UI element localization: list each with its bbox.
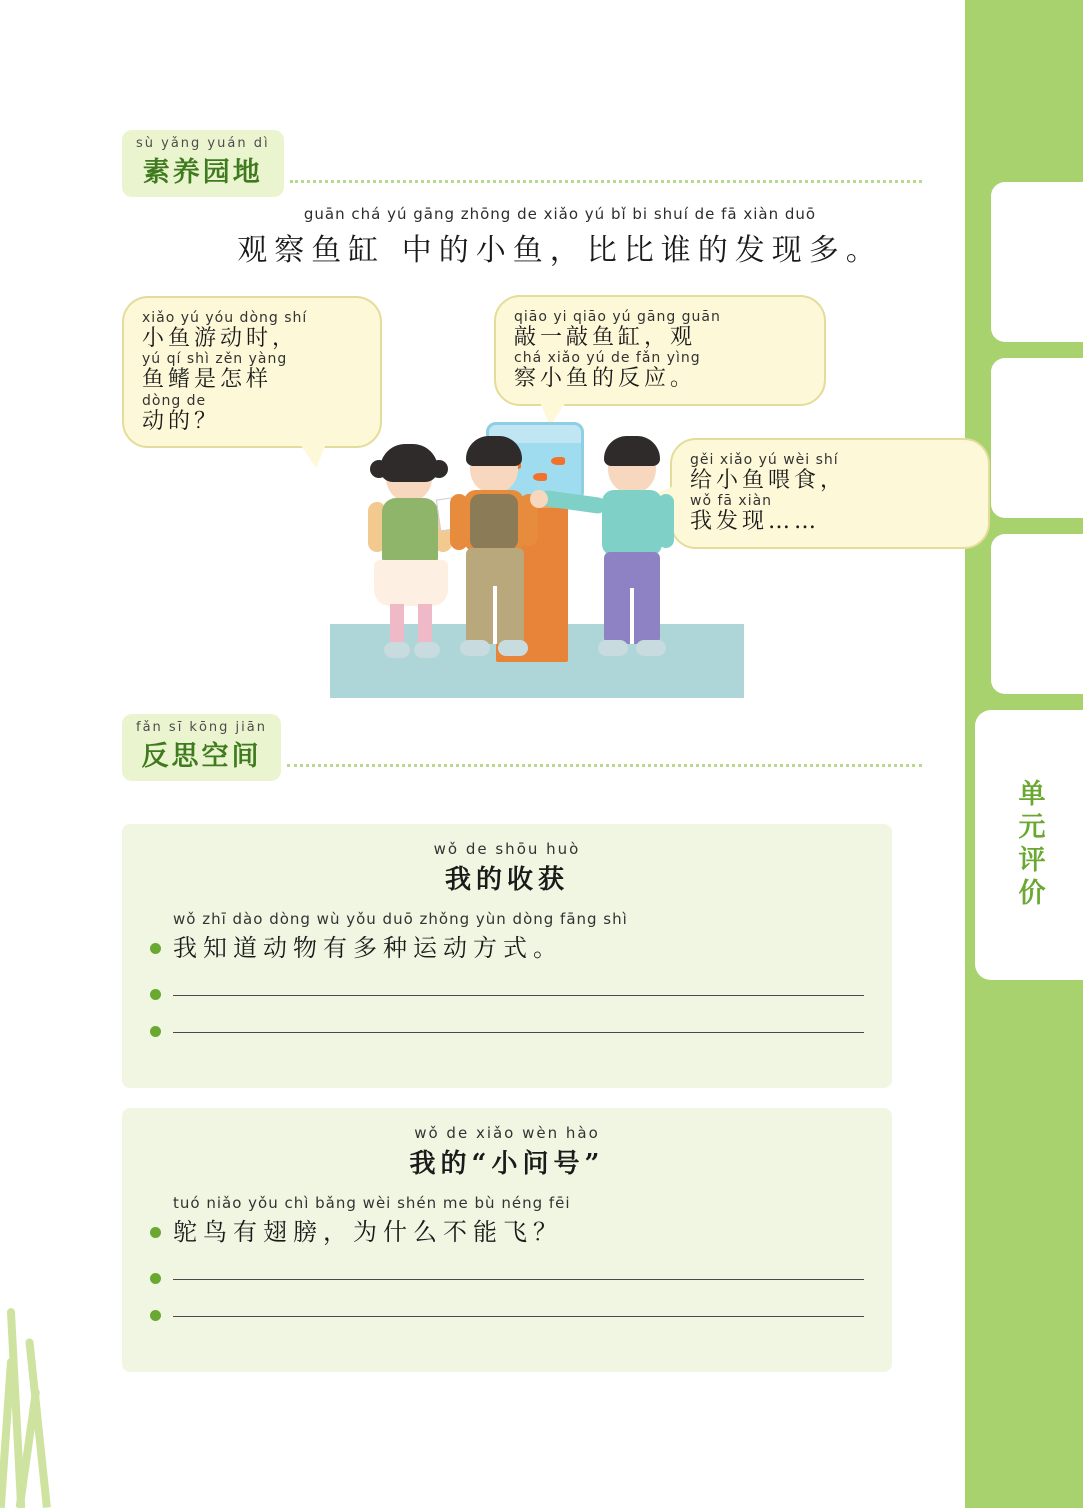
bubble-pinyin: yú qí shì zěn yàng — [142, 351, 288, 368]
bubble-pinyin: dòng de — [142, 392, 207, 409]
section-pinyin: sù yǎng yuán dì — [136, 136, 270, 151]
list-item — [150, 1194, 892, 1247]
bubble-text: 我发现…… — [690, 509, 821, 535]
blank-answer-line[interactable] — [150, 1273, 892, 1284]
leg-gap — [630, 588, 634, 644]
blank-answer-line[interactable] — [150, 989, 892, 1000]
write-line[interactable] — [173, 1031, 864, 1033]
bubble-pinyin: wǒ fā xiàn — [690, 493, 773, 510]
write-line[interactable] — [173, 1315, 864, 1317]
grass-decoration — [0, 1278, 46, 1508]
fish-icon — [551, 457, 565, 465]
sidebar-tab-blank-2 — [991, 358, 1083, 518]
sidebar-green-band — [965, 0, 1083, 1508]
bubble-tail — [300, 444, 326, 468]
bubble-text: 动的？ — [142, 408, 221, 434]
shoe-left — [460, 640, 490, 656]
sidebar-tab-blank-1 — [991, 182, 1083, 342]
bullet-dot-icon — [150, 1227, 161, 1238]
card-title-pinyin: wǒ de xiǎo wèn hào — [414, 1124, 600, 1142]
instruction-pinyin: guān chá yú gāng zhōng de xiǎo yú bǐ bi shuí de fā xiàn duō — [303, 205, 817, 223]
sidebar-tab-unit-evaluation[interactable] — [975, 710, 1083, 980]
sidebar-tab-label: 单元评价 — [1013, 779, 1045, 911]
shoe-right — [636, 640, 666, 656]
card-title-block — [122, 1124, 892, 1180]
child-girl-figure — [366, 442, 458, 668]
bullet-dot-icon — [150, 1273, 161, 1284]
card-title-pinyin: wǒ de shōu huò — [433, 840, 581, 858]
child-boy-center-figure — [448, 436, 544, 668]
bullet-dot-icon — [150, 989, 161, 1000]
shoe-left — [598, 640, 628, 656]
list-item — [150, 910, 892, 963]
bubble-pinyin: xiǎo yú yóu dòng shí — [142, 310, 308, 326]
hair — [604, 436, 660, 466]
blank-answer-line[interactable] — [150, 1026, 892, 1037]
leg-left — [390, 604, 404, 646]
shoe-right — [498, 640, 528, 656]
hair — [380, 444, 438, 482]
bubble-text: 给小鱼喂食， — [690, 468, 847, 493]
bubble-pinyin: qiāo yi qiāo yú gāng guān — [514, 309, 721, 325]
leg-gap — [493, 586, 497, 644]
bubble-text: 察小鱼的反应。 — [514, 366, 697, 392]
bubble-pinyin: chá xiǎo yú de fǎn yìng — [514, 350, 701, 367]
card-title-text: 我的“小问号” — [409, 1149, 605, 1179]
vest — [470, 494, 518, 550]
instruction-block — [200, 205, 920, 269]
section-header-suyang — [122, 130, 922, 197]
list-item-text-block — [173, 1194, 571, 1247]
section-dotted-rule — [290, 180, 922, 183]
bubble-text: 敲一敲鱼缸，观 — [514, 325, 697, 350]
card-my-harvest — [122, 824, 892, 1088]
section-dotted-rule — [287, 764, 922, 767]
list-item-pinyin: wǒ zhī dào dòng wù yǒu duō zhǒng yùn dòng fāng shì — [173, 910, 628, 928]
bubble-text: 鱼鳍是怎样 — [142, 367, 273, 393]
bullet-dot-icon — [150, 1026, 161, 1037]
speech-bubble-tap — [494, 295, 826, 406]
bubble-text: 小鱼游动时， — [142, 326, 299, 351]
shoe-right — [414, 642, 440, 658]
skirt — [374, 560, 448, 606]
section-pinyin: fǎn sī kōng jiān — [136, 720, 267, 735]
child-boy-right-figure — [582, 436, 682, 668]
section-badge-suyang — [122, 130, 284, 197]
section-header-fansi — [122, 714, 922, 781]
card-title-block — [122, 840, 892, 896]
torso — [602, 490, 662, 556]
bullet-dot-icon — [150, 943, 161, 954]
section-badge-fansi — [122, 714, 281, 781]
shoe-left — [384, 642, 410, 658]
bullet-dot-icon — [150, 1310, 161, 1321]
section-title: 反思空间 — [141, 741, 262, 772]
list-item-pinyin: tuó niǎo yǒu chì bǎng wèi shén me bù néng fēi — [173, 1194, 571, 1212]
list-item-text: 我知道动物有多种运动方式。 — [173, 934, 563, 962]
hair — [466, 436, 522, 466]
blank-answer-line[interactable] — [150, 1310, 892, 1321]
card-my-little-question — [122, 1108, 892, 1372]
torso — [382, 498, 438, 564]
hand-icon — [530, 490, 548, 508]
card-title-text: 我的收获 — [444, 865, 569, 895]
section-title: 素养园地 — [142, 157, 263, 188]
sidebar-tab-blank-3 — [991, 534, 1083, 694]
list-item-text: 鸵鸟有翅膀，为什么不能飞？ — [173, 1218, 563, 1246]
write-line[interactable] — [173, 994, 864, 996]
write-line[interactable] — [173, 1278, 864, 1280]
instruction-text: 观察鱼缸 中的小鱼，比比谁的发现多。 — [237, 233, 883, 268]
leg-right — [418, 604, 432, 646]
list-item-text-block — [173, 910, 628, 963]
bubble-pinyin: gěi xiǎo yú wèi shí — [690, 452, 839, 468]
illustration-children-observing-fish-tank — [330, 418, 744, 698]
